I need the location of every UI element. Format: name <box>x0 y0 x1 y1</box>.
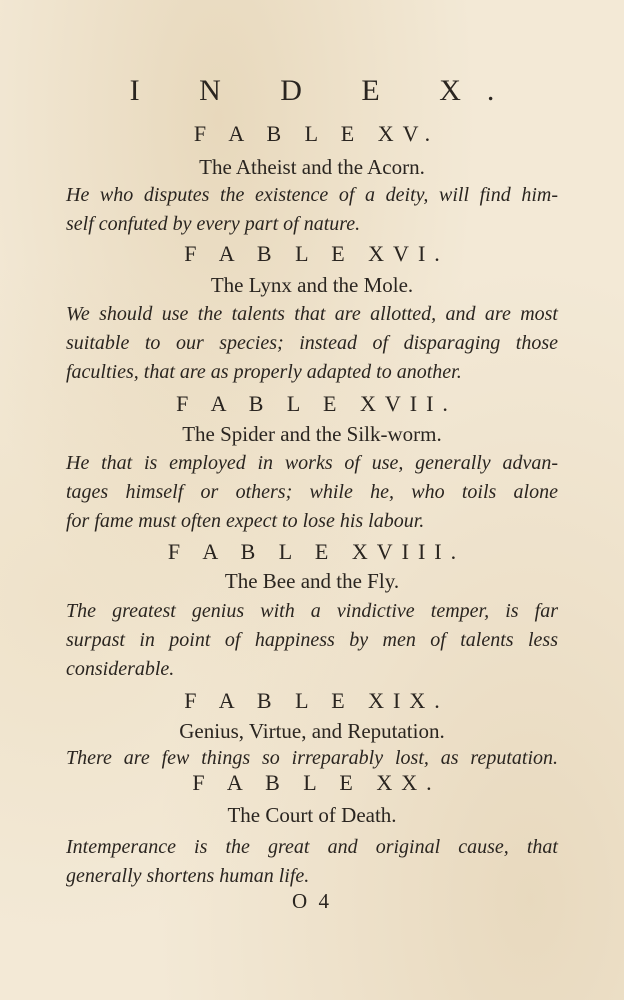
fable-heading: F A B L E XVIII. <box>167 539 466 564</box>
fable-title: Genius, Virtue, and Reputation. <box>179 719 445 743</box>
moral-line: for fame must often expect to lose his labour. <box>66 510 425 532</box>
moral-line: He who disputes the existence of a deity, will find him- <box>66 184 558 206</box>
fable-heading: F A B L E XV. <box>193 121 440 146</box>
moral-line: surpast in point of happiness by men of talents less <box>66 629 558 651</box>
fable-heading: F A B L E XX. <box>192 770 441 795</box>
fable-moral <box>66 449 558 536</box>
moral-line: There are few things so irreparably lost, as reputation. <box>66 747 558 769</box>
fable-title: The Spider and the Silk-worm. <box>182 422 442 446</box>
moral-line: tages himself or others; while he, who toils alone <box>66 481 558 503</box>
fable-moral <box>66 181 558 239</box>
fable-title: The Atheist and the Acorn. <box>199 155 425 179</box>
moral-line: faculties, that are as properly adapted to another. <box>66 361 462 383</box>
page-title: I N D E X. <box>129 74 521 107</box>
fable-moral <box>66 744 558 773</box>
fable-moral <box>66 597 558 684</box>
fable-heading: F A B L E XVII. <box>176 391 457 416</box>
moral-line: suitable to our species; instead of disparaging those <box>66 332 558 354</box>
moral-line: We should use the talents that are allotted, and are most <box>66 303 558 325</box>
fable-moral <box>66 300 558 387</box>
moral-line: The greatest genius with a vindictive temper, is far <box>66 600 558 622</box>
moral-line: Intemperance is the great and original cause, that <box>66 836 558 858</box>
fable-title: The Lynx and the Mole. <box>210 273 414 297</box>
moral-line: self confuted by every part of nature. <box>66 213 361 235</box>
fable-heading: F A B L E XVI. <box>184 241 449 266</box>
moral-line: generally shortens human life. <box>66 865 310 887</box>
signature-mark: O 4 <box>292 889 332 913</box>
fable-title: The Court of Death. <box>227 803 397 827</box>
fable-heading: F A B L E XIX. <box>184 688 449 713</box>
moral-line: He that is employed in works of use, generally advan- <box>66 452 558 474</box>
fable-moral <box>66 833 558 891</box>
moral-line: considerable. <box>66 658 175 680</box>
fable-title: The Bee and the Fly. <box>224 569 400 593</box>
